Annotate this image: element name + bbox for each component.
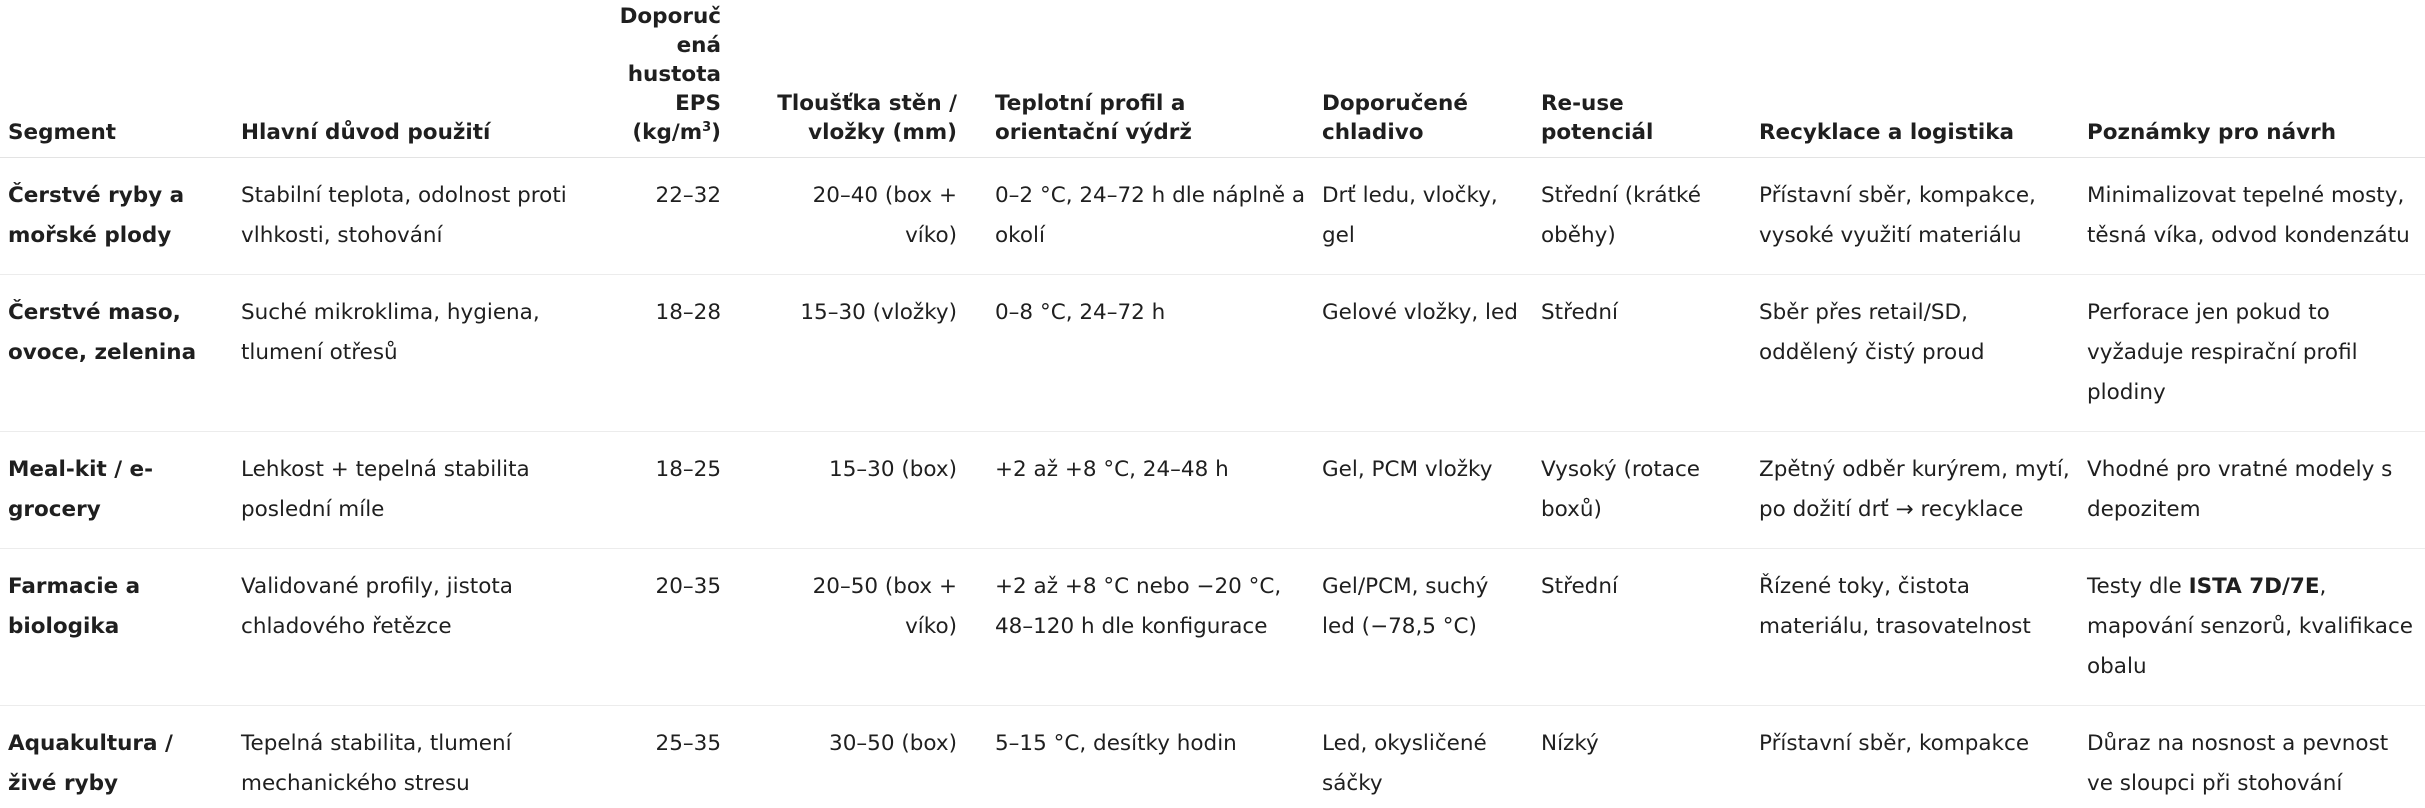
cell-thickness: 15–30 (box)	[751, 432, 987, 549]
cell-segment: Čerstvé ryby a mořské plody	[0, 158, 233, 275]
notes-text: Minimalizovat tepelné mosty, těsná víka, odvod kondenzátu	[2087, 183, 2410, 248]
cell-reuse: Střední	[1533, 549, 1751, 706]
header-coolant: Doporučené chladivo	[1314, 0, 1533, 158]
cell-coolant: Gel/PCM, suchý led (−78,5 °C)	[1314, 549, 1533, 706]
notes-text: Důraz na nosnost a pevnost ve sloupci při stohování	[2087, 731, 2388, 796]
cell-thickness: 15–30 (vložky)	[751, 275, 987, 432]
header-segment: Segment	[0, 0, 233, 158]
cell-coolant: Led, okysličené sáčky	[1314, 706, 1533, 808]
notes-text-bold: ISTA 7D/7E	[2189, 574, 2320, 599]
cell-coolant: Gelové vložky, led	[1314, 275, 1533, 432]
notes-text-pre: Testy dle	[2087, 574, 2189, 599]
header-density-unit-sup: 3	[702, 120, 711, 135]
cell-coolant: Gel, PCM vložky	[1314, 432, 1533, 549]
header-density-line2: hustota EPS	[628, 62, 721, 116]
cell-density: 18–28	[599, 275, 751, 432]
notes-text: Perforace jen pokud to vyžaduje respirační profil plodiny	[2087, 300, 2358, 405]
cell-reason: Tepelná stabilita, tlumení mechanického stresu	[233, 706, 599, 808]
cell-reuse: Střední	[1533, 275, 1751, 432]
header-notes: Poznámky pro návrh	[2079, 0, 2425, 158]
cell-recycling: Přístavní sběr, kompakce, vysoké využití materiálu	[1751, 158, 2079, 275]
cell-recycling: Řízené toky, čistota materiálu, trasovatelnost	[1751, 549, 2079, 706]
header-reason: Hlavní důvod použití	[233, 0, 599, 158]
header-row	[0, 0, 2425, 158]
cell-reuse: Vysoký (rotace boxů)	[1533, 432, 1751, 549]
header-reuse: Re-use potenciál	[1533, 0, 1751, 158]
header-density	[599, 0, 751, 158]
cell-coolant: Drť ledu, vločky, gel	[1314, 158, 1533, 275]
cell-thickness: 20–50 (box + víko)	[751, 549, 987, 706]
cell-reuse: Střední (krátké oběhy)	[1533, 158, 1751, 275]
cell-reason: Suché mikroklima, hygiena, tlumení otřesů	[233, 275, 599, 432]
cell-segment: Čerstvé maso, ovoce, zelenina	[0, 275, 233, 432]
cell-segment: Meal-kit / e-grocery	[0, 432, 233, 549]
cell-notes	[2079, 158, 2425, 275]
cell-notes	[2079, 549, 2425, 706]
header-thickness: Tloušťka stěn / vložky (mm)	[751, 0, 987, 158]
cell-thickness: 30–50 (box)	[751, 706, 987, 808]
notes-text: Vhodné pro vratné modely s depozitem	[2087, 457, 2392, 522]
cell-temperature: 0–8 °C, 24–72 h	[987, 275, 1314, 432]
cell-notes	[2079, 706, 2425, 808]
header-density-unit-post: )	[711, 120, 721, 145]
cell-recycling: Přístavní sběr, kompakce	[1751, 706, 2079, 808]
table-row	[0, 158, 2425, 275]
cell-recycling: Zpětný odběr kurýrem, mytí, po dožití drť → recyklace	[1751, 432, 2079, 549]
cell-segment: Farmacie a biologika	[0, 549, 233, 706]
cell-notes	[2079, 432, 2425, 549]
cell-reuse: Nízký	[1533, 706, 1751, 808]
cell-density: 18–25	[599, 432, 751, 549]
cell-temperature: 5–15 °C, desítky hodin	[987, 706, 1314, 808]
header-density-line1: Doporučená	[620, 4, 721, 58]
notes-text-post: , mapování senzorů, kvalifikace obalu	[2087, 574, 2413, 679]
cell-temperature: +2 až +8 °C, 24–48 h	[987, 432, 1314, 549]
header-temperature: Teplotní profil a orientační výdrž	[987, 0, 1314, 158]
header-recycling: Recyklace a logistika	[1751, 0, 2079, 158]
header-density-unit-pre: (kg/m	[632, 120, 702, 145]
cell-recycling: Sběr přes retail/SD, oddělený čistý proud	[1751, 275, 2079, 432]
table-row	[0, 432, 2425, 549]
cell-notes	[2079, 275, 2425, 432]
cell-segment: Aquakultura / živé ryby	[0, 706, 233, 808]
cell-density: 20–35	[599, 549, 751, 706]
cell-reason: Stabilní teplota, odolnost proti vlhkosti, stohování	[233, 158, 599, 275]
cell-reason: Lehkost + tepelná stabilita poslední míle	[233, 432, 599, 549]
cell-temperature: 0–2 °C, 24–72 h dle náplně a okolí	[987, 158, 1314, 275]
table-row	[0, 706, 2425, 808]
table-row	[0, 549, 2425, 706]
cell-density: 22–32	[599, 158, 751, 275]
cell-thickness: 20–40 (box + víko)	[751, 158, 987, 275]
table-row	[0, 275, 2425, 432]
cell-density: 25–35	[599, 706, 751, 808]
cell-temperature: +2 až +8 °C nebo −20 °C, 48–120 h dle konfigurace	[987, 549, 1314, 706]
cell-reason: Validované profily, jistota chladového řetězce	[233, 549, 599, 706]
